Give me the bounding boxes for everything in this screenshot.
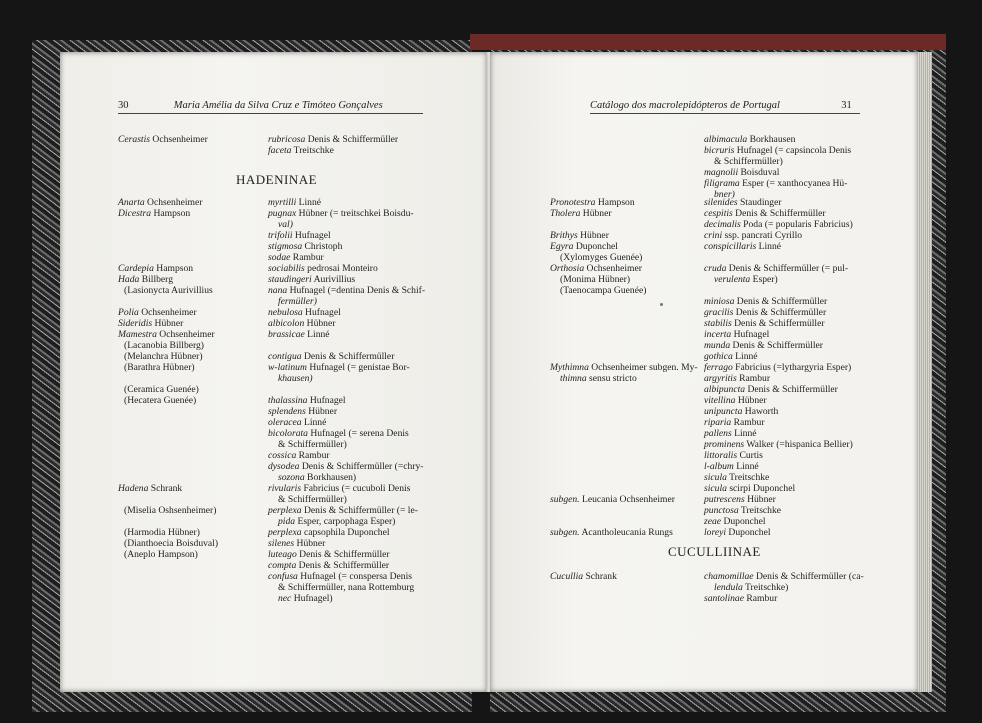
catalog-line: oleracea Linné (268, 417, 327, 428)
catalog-line: filigrama Esper (= xanthocyanea Hü- (704, 178, 848, 189)
catalog-line: riparia Rambur (704, 417, 765, 428)
catalog-line: Hada Billberg (118, 274, 173, 285)
catalog-line: (Miselia Oshsenheimer) (124, 505, 217, 516)
catalog-line: dysodea Denis & Schiffermüller (=chry- (268, 461, 424, 472)
catalog-line: Polia Ochsenheimer (118, 307, 197, 318)
catalog-line: & Schiffermüller) (714, 156, 783, 167)
catalog-line: bner) (714, 189, 735, 200)
catalog-line: santolinae Rambur (704, 593, 778, 604)
catalog-line: pugnax Hübner (= treitschkei Boisdu- (268, 208, 414, 219)
catalog-line: lendula Treitschke) (714, 582, 789, 593)
header-title: Maria Amélia da Silva Cruz e Timóteo Gonçalves (173, 100, 383, 111)
catalog-line: Mamestra Ochsenheimer (118, 329, 215, 340)
catalog-line: putrescens Hübner (704, 494, 776, 505)
catalog-line: (Dianthoecia Boisduval) (124, 538, 219, 549)
catalog-line: (Aneplo Hampson) (124, 549, 198, 560)
catalog-line: crini ssp. pancrati Cyrillo (704, 230, 803, 241)
catalog-line: bicolorata Hufnagel (= serena Denis (268, 428, 409, 439)
catalog-line: albimacula Borkhausen (704, 134, 796, 145)
catalog-line: trifolii Hufnagel (268, 230, 331, 241)
catalog-line: albipuncta Denis & Schiffermüller (704, 384, 838, 395)
catalog-line: fermüller) (278, 296, 317, 307)
right-page (490, 52, 918, 692)
catalog-line: (Monima Hübner) (560, 274, 631, 285)
catalog-line: unipuncta Haworth (704, 406, 779, 417)
catalog-line: sicula scirpi Duponchel (704, 483, 796, 494)
catalog-line: myrtilli Linné (268, 197, 322, 208)
catalog-line: luteago Denis & Schiffermüller (268, 549, 390, 560)
left-page (60, 52, 487, 692)
catalog-line: val) (278, 219, 293, 230)
catalog-line: brassicae Linné (268, 329, 330, 340)
catalog-line: cespitis Denis & Schiffermüller (704, 208, 826, 219)
catalog-line: Hadena Schrank (118, 483, 183, 494)
catalog-line: & Schiffermüller, nana Rottemburg (278, 582, 415, 593)
catalog-line: stigmosa Christoph (268, 241, 343, 252)
catalog-line: argyritis Rambur (704, 373, 771, 384)
catalog-line: Egyra Duponchel (550, 241, 618, 252)
catalog-line: (Melanchra Hübner) (124, 351, 203, 362)
catalog-line: sozona Borkhausen) (278, 472, 357, 483)
catalog-line: thalassina Hufnagel (268, 395, 346, 406)
catalog-line: Tholera Hübner (550, 208, 612, 219)
catalog-line: (Lacanobia Billberg) (124, 340, 205, 351)
catalog-line: nebulosa Hufnagel (268, 307, 341, 318)
catalog-line: albicolon Hübner (268, 318, 336, 329)
catalog-line: perplexa Denis & Schiffermüller (= le- (268, 505, 418, 516)
book-cover-top-band (470, 34, 946, 50)
catalog-line: incerta Hufnagel (704, 329, 770, 340)
catalog-line: thimna sensu stricto (560, 373, 637, 384)
catalog-line: cruda Denis & Schiffermüller (= pul- (704, 263, 849, 274)
catalog-line: (Hecatera Guenée) (124, 395, 197, 406)
catalog-line: loreyi Duponchel (704, 527, 771, 538)
catalog-line: Cerastis Ochsenheimer (118, 134, 208, 145)
catalog-line: contigua Denis & Schiffermüller (268, 351, 395, 362)
catalog-line: (Harmodia Hübner) (124, 527, 200, 538)
catalog-line: vitellina Hübner (704, 395, 767, 406)
right-page-header (590, 100, 860, 114)
catalog-line: Anarta Ochsenheimer (118, 197, 203, 208)
catalog-line: & Schiffermüller) (278, 439, 347, 450)
catalog-line: sociabilis pedrosai Monteiro (268, 263, 378, 274)
catalog-line: sodae Rambur (268, 252, 324, 263)
catalog-line: Orthosia Ochsenheimer (550, 263, 642, 274)
catalog-line: cossica Rambur (268, 450, 330, 461)
catalog-line: Sideridis Hübner (118, 318, 184, 329)
catalog-line: faceta Treitschke (268, 145, 334, 156)
catalog-line: confusa Hufnagel (= conspersa Denis (268, 571, 412, 582)
catalog-line: decimalis Poda (= popularis Fabricius) (704, 219, 853, 230)
catalog-line: silenides Staudinger (704, 197, 782, 208)
catalog-line: rubricosa Denis & Schiffermüller (268, 134, 399, 145)
catalog-line: miniosa Denis & Schiffermüller (704, 296, 828, 307)
catalog-line: gracilis Denis & Schiffermüller (704, 307, 827, 318)
catalog-line: Pronotestra Hampson (550, 197, 635, 208)
catalog-line: chamomillae Denis & Schiffermüller (ca- (704, 571, 864, 582)
catalog-line: Mythimna Ochsenheimer subgen. My- (550, 362, 698, 373)
catalog-line: Cardepia Hampson (118, 263, 194, 274)
catalog-line: conspicillaris Linné (704, 241, 782, 252)
catalog-line: pallens Linné (704, 428, 757, 439)
catalog-line: (Barathra Hübner) (124, 362, 195, 373)
left-page-header (118, 100, 423, 114)
catalog-line: nec Hufnagel) (278, 593, 333, 604)
catalog-line: staudingeri Aurivillius (268, 274, 356, 285)
catalog-line: stabilis Denis & Schiffermüller (704, 318, 825, 329)
section-title: HADENINAE (236, 172, 318, 187)
catalog-line: nana Hufnagel (=dentina Denis & Schif- (268, 285, 426, 296)
catalog-line: ferrago Fabricius (=lythargyria Esper) (704, 362, 852, 373)
catalog-line: perplexa capsophila Duponchel (268, 527, 390, 538)
page-number: 31 (841, 100, 852, 111)
catalog-line: bicruris Hufnagel (= capsincola Denis (704, 145, 852, 156)
page-edges (918, 52, 932, 692)
catalog-line: (Taenocampa Guenée) (560, 285, 647, 296)
catalog-line: (Xylomyges Guenée) (560, 252, 643, 263)
catalog-line: subgen. Acantholeucania Rungs (550, 527, 673, 538)
catalog-line: & Schiffermüller) (278, 494, 347, 505)
catalog-line: splendens Hübner (268, 406, 338, 417)
catalog-line: (Ceramica Guenée) (124, 384, 199, 395)
catalog-line: (Lasionycta Aurivillius (124, 285, 213, 296)
catalog-line: punctosa Treitschke (704, 505, 782, 516)
catalog-line: khausen) (278, 373, 313, 384)
catalog-line: zeae Duponchel (704, 516, 766, 527)
print-dot (660, 303, 663, 306)
catalog-line: subgen. Leucania Ochsenheimer (550, 494, 675, 505)
catalog-line: munda Denis & Schiffermüller (704, 340, 823, 351)
catalog-line: sicula Treitschke (704, 472, 770, 483)
catalog-line: prominens Walker (=hispanica Bellier) (704, 439, 853, 450)
catalog-line: pida Esper, carpophaga Esper) (278, 516, 396, 527)
catalog-line: magnolii Boisduval (704, 167, 780, 178)
catalog-line: compta Denis & Schiffermüller (268, 560, 390, 571)
catalog-line: Brithys Hübner (550, 230, 609, 241)
catalog-line: w-latinum Hufnagel (= genistae Bor- (268, 362, 410, 373)
catalog-line: gothica Linné (704, 351, 758, 362)
catalog-line: Cucullia Schrank (550, 571, 617, 582)
catalog-line: verulenta Esper) (714, 274, 778, 285)
section-title: CUCULLIINAE (668, 544, 761, 559)
catalog-line: silenes Hübner (268, 538, 326, 549)
header-title: Catálogo dos macrolepidópteros de Portugal (590, 100, 780, 111)
catalog-line: rivularis Fabricius (= cucuboli Denis (268, 483, 411, 494)
catalog-line: littoralis Curtis (704, 450, 763, 461)
catalog-line: l-album Linné (704, 461, 759, 472)
page-number: 30 (118, 100, 129, 111)
catalog-line: Dicestra Hampson (118, 208, 191, 219)
